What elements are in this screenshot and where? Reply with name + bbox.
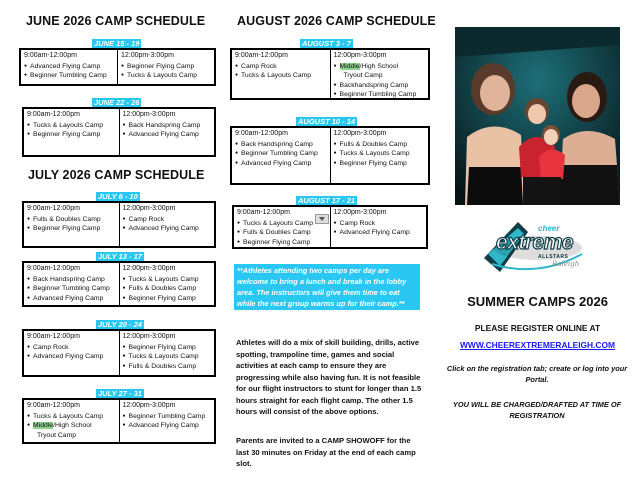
list-item: ● Fulls & Doubles Camp bbox=[123, 362, 212, 372]
am-time: 9:00am-12:00pm bbox=[235, 52, 288, 59]
logo-extreme-text: extreme bbox=[496, 231, 574, 254]
pm-time: 12:00pm-3:00pm bbox=[333, 209, 387, 216]
website-link[interactable]: WWW.CHEEREXTREMERALEIGH.COM bbox=[460, 340, 615, 350]
july-week-4-table bbox=[22, 398, 216, 444]
list-item: ● Tucks & Layouts Camp bbox=[27, 412, 116, 422]
am-slot bbox=[24, 203, 119, 246]
highlighted-word: Middle bbox=[339, 62, 360, 70]
june-week-2-label: JUNE 22 - 26 bbox=[94, 98, 140, 107]
lunch-note: **Athletes attending two camps per day are welcome to bring a lunch and break in the lobby area. The instructors will give them time to eat while the next group warms up for their camp.** bbox=[234, 264, 420, 310]
july-week-1-label: JULY 6 - 10 bbox=[98, 192, 138, 201]
pm-time: 12:00pm-3:00pm bbox=[122, 333, 176, 340]
am-time: 9:00am-12:00pm bbox=[27, 402, 80, 409]
pm-time: 12:00pm-3:00pm bbox=[122, 402, 176, 409]
pm-slot bbox=[119, 109, 215, 155]
logo-allstars-text: ALLSTARS bbox=[538, 254, 569, 260]
list-item: ● Fulls & Doubles Camp bbox=[334, 140, 426, 150]
am-time: 9:00am-12:00pm bbox=[235, 130, 288, 137]
list-item: ● Camp Rock bbox=[123, 215, 212, 225]
list-item: ● Fulls & Doubles Camp bbox=[27, 215, 116, 225]
list-item: ● Advanced Flying Camp bbox=[123, 224, 212, 234]
am-slot bbox=[234, 207, 330, 247]
am-slot bbox=[232, 128, 330, 183]
charge-warning: YOU WILL BE CHARGED/DRAFTED AT TIME OF REGISTRATION bbox=[452, 400, 622, 420]
list-item: ● Advanced Flying Camp bbox=[24, 62, 114, 72]
portal-instructions: Click on the registration tab; create or log into your Portal. bbox=[446, 364, 628, 384]
list-item: ● Beginner Tumbling Camp bbox=[27, 284, 116, 294]
am-slot bbox=[21, 50, 117, 84]
dropdown-arrow-icon[interactable] bbox=[315, 214, 329, 224]
am-slot bbox=[24, 331, 119, 375]
august-week-2-table bbox=[230, 126, 430, 185]
july-week-3-label: JULY 20 - 24 bbox=[98, 320, 142, 329]
july-week-4-label: JULY 27 - 31 bbox=[98, 389, 142, 398]
list-item: ● Tucks & Layouts Camp bbox=[123, 352, 212, 362]
june-heading: JUNE 2026 CAMP SCHEDULE bbox=[26, 14, 206, 28]
cheer-extreme-logo bbox=[478, 218, 588, 278]
august-week-1-table bbox=[230, 48, 430, 100]
list-item: ● Middle/High School bbox=[27, 421, 116, 431]
july-week-2-label: JULY 13 - 17 bbox=[98, 252, 142, 261]
list-item: ● Beginner Flying Camp bbox=[334, 159, 426, 169]
photo-illustration bbox=[455, 27, 620, 205]
list-item: ● Backhandspring Camp bbox=[334, 81, 426, 91]
july-heading: JULY 2026 CAMP SCHEDULE bbox=[28, 168, 205, 182]
list-item: ● Beginner Flying Camp bbox=[123, 294, 212, 304]
list-item: ● Beginner Tumbling Camp bbox=[24, 71, 114, 81]
pm-slot bbox=[330, 50, 429, 98]
list-item: ● Advanced Flying Camp bbox=[123, 130, 212, 140]
july-week-2-table bbox=[22, 261, 216, 307]
info-paragraph: Athletes will do a mix of skill building, drills, active spotting, trampoline time, games and social activities at each camp to ensure they are progressing while also having fun. It is not feasible for our flight instructors to stunt for longer than 1.5 hours straight for each flight camp. The other 1.5 hours will consist of the above options. bbox=[236, 338, 422, 416]
list-item: ● Beginner Flying Camp bbox=[27, 224, 116, 234]
cheerleaders-photo bbox=[455, 27, 620, 205]
list-item: ● Beginner Tumbling Camp bbox=[123, 412, 212, 422]
june-week-1-table bbox=[19, 48, 216, 86]
logo-raleigh-text: Raleigh bbox=[552, 260, 580, 268]
am-slot bbox=[24, 109, 119, 155]
list-item: ● Advanced Flying Camp bbox=[235, 159, 327, 169]
june-week-2-table bbox=[22, 107, 216, 157]
list-item: ● Fulls & Doubles Camp bbox=[237, 228, 327, 238]
june-week-1-label: JUNE 15 - 19 bbox=[94, 39, 140, 48]
list-item-continuation: Tryout Camp bbox=[343, 72, 383, 80]
list-item: ● Back Handspring Camp bbox=[27, 275, 116, 285]
list-item: ● Tucks & Layouts Camp bbox=[123, 275, 212, 285]
july-week-3-table bbox=[22, 329, 216, 377]
list-item: ● Back Handspring Camp bbox=[235, 140, 327, 150]
list-item: ● Advanced Flying Camp bbox=[334, 228, 424, 238]
pm-time: 12:00pm-3:00pm bbox=[121, 52, 174, 59]
register-text: PLEASE REGISTER ONLINE AT bbox=[474, 323, 601, 333]
list-item: ● Tucks & Layouts Camp bbox=[121, 71, 211, 81]
am-slot bbox=[24, 263, 119, 305]
august-week-1-label: AUGUST 3 - 7 bbox=[302, 39, 351, 48]
list-item: ● Tucks & Layouts Camp bbox=[237, 219, 327, 229]
list-item: ● Tucks & Layouts Camp bbox=[27, 121, 116, 131]
highlighted-word: Middle bbox=[33, 422, 54, 430]
list-item: ● Fulls & Doubles Camp bbox=[123, 284, 212, 294]
list-item: ● Advanced Flying Camp bbox=[27, 352, 116, 362]
am-time: 9:00am-12:00pm bbox=[237, 209, 290, 216]
pm-time: 12:00pm-3:00pm bbox=[333, 52, 387, 59]
list-item: ● Tucks & Layouts Camp bbox=[334, 149, 426, 159]
logo-cheer-text: cheer bbox=[538, 224, 560, 233]
july-week-1-table bbox=[22, 201, 216, 248]
am-slot bbox=[24, 400, 119, 442]
pm-slot bbox=[330, 207, 427, 247]
list-item: ● Beginner Tumbling Camp bbox=[334, 90, 426, 98]
am-time: 9:00am-12:00pm bbox=[27, 265, 80, 272]
showoff-paragraph: Parents are invited to a CAMP SHOWOFF for the last 30 minutes on Friday at the end of each camp slot. bbox=[236, 436, 416, 468]
list-item: ● Camp Rock bbox=[235, 62, 327, 72]
august-heading: AUGUST 2026 CAMP SCHEDULE bbox=[237, 14, 436, 28]
pm-time: 12:00pm-3:00pm bbox=[122, 205, 176, 212]
pm-slot bbox=[330, 128, 429, 183]
list-item: ● Advanced Flying Camp bbox=[123, 421, 212, 431]
summer-camps-title: SUMMER CAMPS 2026 bbox=[467, 294, 608, 309]
list-item: ● Beginner Flying Camp bbox=[27, 130, 116, 140]
august-week-3-table bbox=[232, 205, 428, 249]
list-item: ● Camp Rock bbox=[27, 343, 116, 353]
am-slot bbox=[232, 50, 330, 98]
list-item: ● Beginner Flying Camp bbox=[123, 343, 212, 353]
list-item: ● Beginner Flying Camp bbox=[237, 238, 327, 247]
am-time: 9:00am-12:00pm bbox=[27, 111, 80, 118]
list-item: ● Advanced Flying Camp bbox=[27, 294, 116, 304]
pm-slot bbox=[119, 263, 215, 305]
list-item-continuation: Tryout Camp bbox=[37, 431, 77, 439]
august-week-2-label: AUGUST 10 - 14 bbox=[298, 117, 356, 126]
am-time: 9:00am-12:00pm bbox=[27, 205, 80, 212]
pm-slot bbox=[119, 331, 215, 375]
pm-time: 12:00pm-3:00pm bbox=[333, 130, 387, 137]
pm-time: 12:00pm-3:00pm bbox=[122, 265, 176, 272]
pm-slot bbox=[117, 50, 214, 84]
list-item: ● Middle/High School bbox=[334, 62, 426, 72]
list-item: ● Back Handspring Camp bbox=[123, 121, 212, 131]
august-week-3-label: AUGUST 17 - 21 bbox=[298, 196, 356, 205]
pm-slot bbox=[119, 400, 215, 442]
am-time: 9:00am-12:00pm bbox=[27, 333, 80, 340]
pm-time: 12:00pm-3:00pm bbox=[122, 111, 176, 118]
list-item: ● Beginner Flying Camp bbox=[121, 62, 211, 72]
am-time: 9:00am-12:00pm bbox=[24, 52, 77, 59]
list-item: ● Camp Rock bbox=[334, 219, 424, 229]
list-item: ● Tucks & Layouts Camp bbox=[235, 71, 327, 81]
list-item: ● Beginner Tumbling Camp bbox=[235, 149, 327, 159]
pm-slot bbox=[119, 203, 215, 246]
